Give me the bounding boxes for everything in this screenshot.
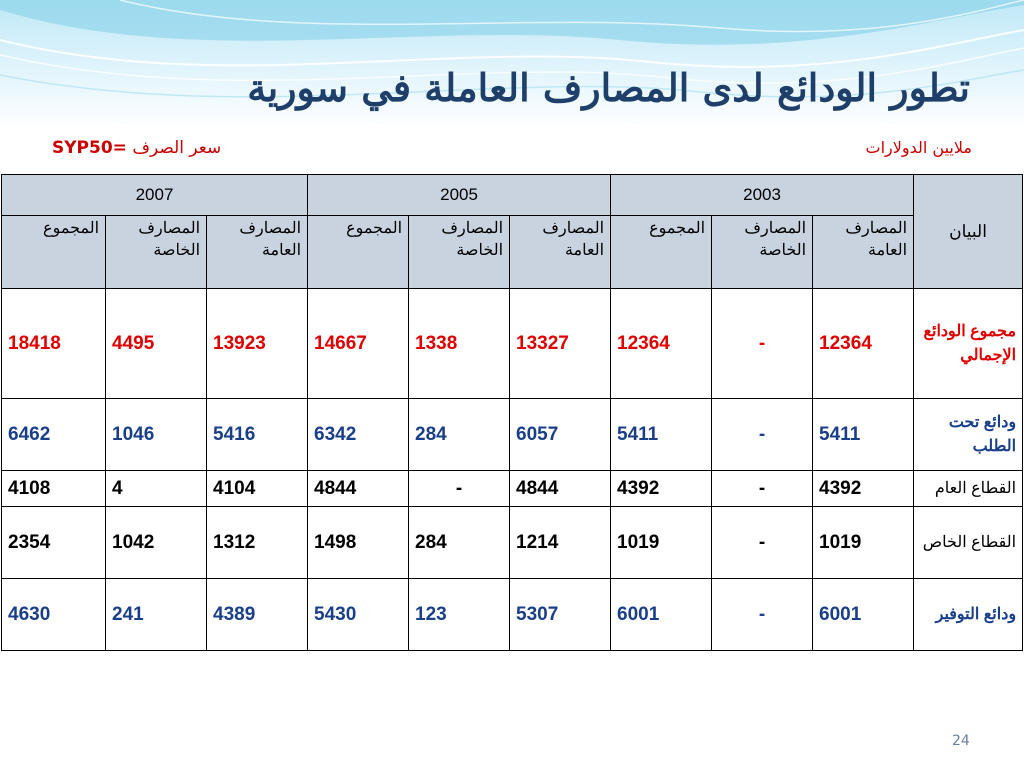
table-cell: - [712, 289, 813, 399]
table-cell: - [712, 579, 813, 651]
exchange-rate-label: سعر الصرف [132, 138, 222, 158]
table-cell: 4630 [2, 579, 106, 651]
table-cell: - [712, 471, 813, 507]
table-row [2, 471, 1023, 507]
sub-header: المصارف العامة [510, 216, 611, 289]
table-cell: 12364 [813, 289, 914, 399]
sub-header: المصارف الخاصة [409, 216, 510, 289]
deposits-table [1, 174, 1023, 651]
table-cell: 1338 [409, 289, 510, 399]
sub-header: المجموع [308, 216, 409, 289]
table-cell: 284 [409, 507, 510, 579]
table-cell: 13327 [510, 289, 611, 399]
row-label: ودائع تحت الطلب [914, 399, 1023, 471]
year-header: 2007 [2, 175, 308, 216]
table-cell: 4389 [207, 579, 308, 651]
table-cell: 1312 [207, 507, 308, 579]
table-cell: 14667 [308, 289, 409, 399]
exchange-rate-value: SYP50= [52, 138, 127, 158]
table-cell: 6001 [611, 579, 712, 651]
table-cell: - [712, 399, 813, 471]
page-title: تطور الودائع لدى المصارف العاملة في سورية [247, 65, 970, 110]
label-header: البيان [914, 175, 1023, 289]
table-cell: 4844 [510, 471, 611, 507]
table-cell: 2354 [2, 507, 106, 579]
table-cell: 284 [409, 399, 510, 471]
table-cell: 6001 [813, 579, 914, 651]
table-cell: 5430 [308, 579, 409, 651]
row-label: القطاع العام [914, 471, 1023, 507]
table-cell: 18418 [2, 289, 106, 399]
table-cell: 5411 [813, 399, 914, 471]
table-row [2, 289, 1023, 399]
sub-header-row [2, 216, 1023, 289]
table-cell: 13923 [207, 289, 308, 399]
table-cell: 5411 [611, 399, 712, 471]
table-cell: 4495 [106, 289, 207, 399]
table-cell: 4108 [2, 471, 106, 507]
sub-header: المجموع [2, 216, 106, 289]
table-cell: 4104 [207, 471, 308, 507]
table-cell: 1019 [611, 507, 712, 579]
table-row [2, 579, 1023, 651]
table-cell: 4392 [611, 471, 712, 507]
table-cell: 1042 [106, 507, 207, 579]
table-cell: 5416 [207, 399, 308, 471]
row-label: مجموع الودائع الإجمالي [914, 289, 1023, 399]
year-header: 2003 [611, 175, 914, 216]
sub-header: المصارف العامة [813, 216, 914, 289]
year-header: 2005 [308, 175, 611, 216]
table-cell: 123 [409, 579, 510, 651]
table-cell: 1214 [510, 507, 611, 579]
table-cell: - [409, 471, 510, 507]
table-cell: 4392 [813, 471, 914, 507]
sub-header: المصارف الخاصة [712, 216, 813, 289]
table-cell: 4844 [308, 471, 409, 507]
table-cell: 4 [106, 471, 207, 507]
table-cell: 6462 [2, 399, 106, 471]
units-label: ملايين الدولارات [865, 138, 972, 157]
row-label: القطاع الخاص [914, 507, 1023, 579]
table-row [2, 507, 1023, 579]
table-cell: 6342 [308, 399, 409, 471]
year-header-row [2, 175, 1023, 216]
table-cell: 1046 [106, 399, 207, 471]
sub-header: المصارف الخاصة [106, 216, 207, 289]
table-cell: 241 [106, 579, 207, 651]
sub-header: المصارف العامة [207, 216, 308, 289]
table-cell: 1498 [308, 507, 409, 579]
page-number: 24 [952, 733, 970, 749]
table-cell: - [712, 507, 813, 579]
exchange-rate [52, 138, 221, 158]
table-row [2, 399, 1023, 471]
sub-header: المجموع [611, 216, 712, 289]
table-cell: 5307 [510, 579, 611, 651]
table-cell: 1019 [813, 507, 914, 579]
table-cell: 12364 [611, 289, 712, 399]
table-cell: 6057 [510, 399, 611, 471]
row-label: ودائع التوفير [914, 579, 1023, 651]
